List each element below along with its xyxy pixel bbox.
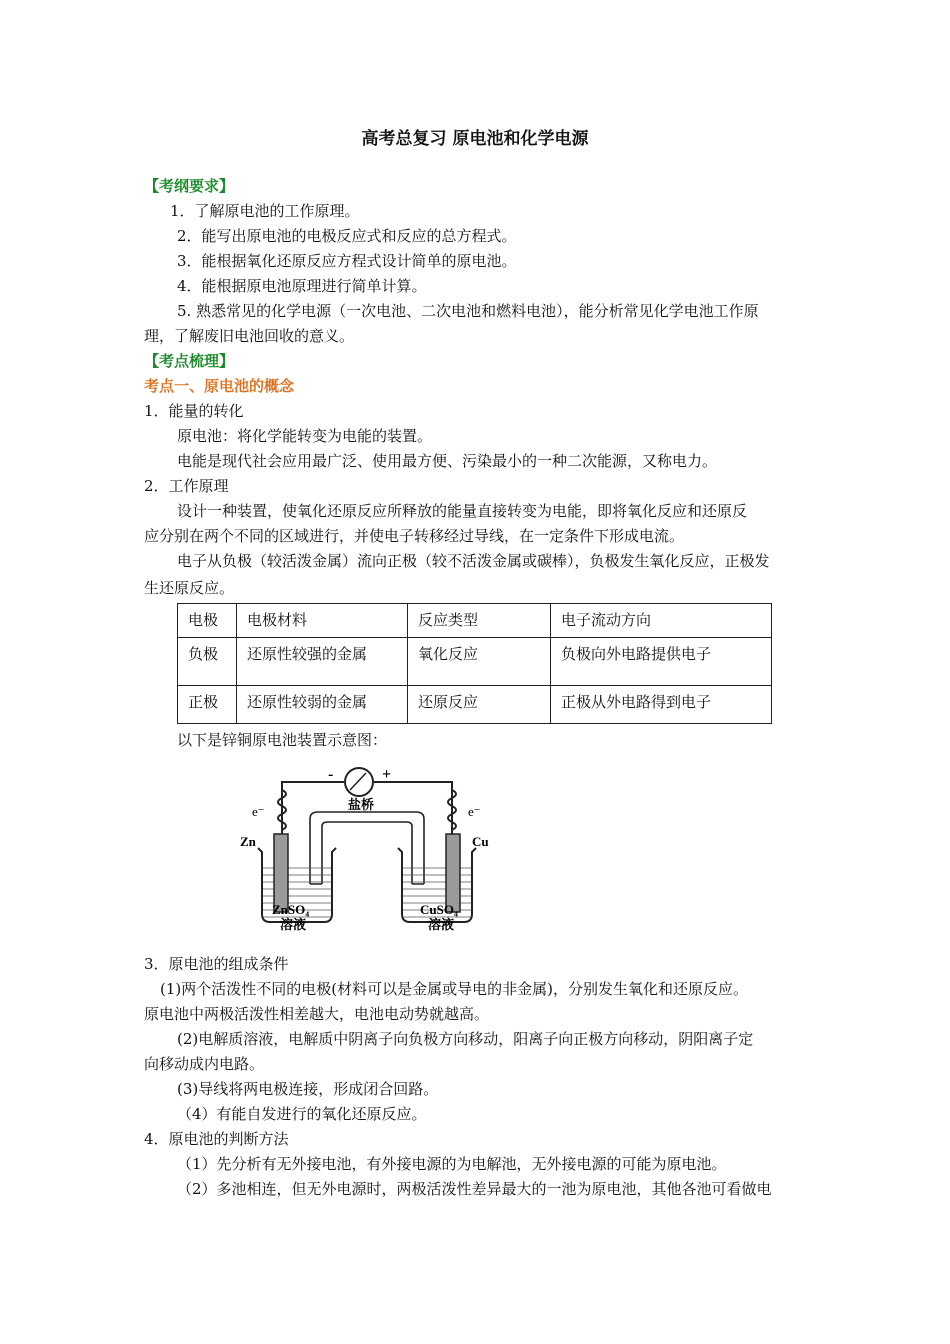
table-header-cell: 电极 [178,604,237,638]
conditions-line-2: 原电池中两极活泼性相差越大，电池电动势就越高。 [144,1005,490,1023]
energy-line-1: 原电池：将化学能转变为电能的装置。 [177,427,433,445]
principle-line-1: 设计一种装置，使氧化还原反应所释放的能量直接转变为电能，即将氧化反应和还原反 [177,502,748,520]
copper-electrode [446,834,460,912]
table-cell: 还原性较强的金属 [237,638,408,686]
table-cell: 还原性较弱的金属 [237,686,408,724]
page-title: 高考总复习 原电池和化学电源 [361,129,589,149]
right-solution-formula: CuSO₄ [420,902,458,917]
principle-heading: 2．工作原理 [144,477,229,495]
table-header-cell: 反应类型 [408,604,551,638]
table-header-cell: 电子流动方向 [551,604,772,638]
outline-item-5: 5. 熟悉常见的化学电源（一次电池、二次电池和燃料电池），能分析常见化学电池工作原 [177,302,759,320]
outline-item-1: 1．了解原电池的工作原理。 [170,202,360,220]
points-heading: 【考点梳理】 [144,352,235,370]
electrode-table [177,603,772,724]
galvanometer [345,768,373,796]
diagram-caption: 以下是锌铜原电池装置示意图： [177,731,388,749]
principle-line-2: 应分别在两个不同的区域进行，并使电子转移经过导线，在一定条件下形成电流。 [144,527,685,545]
outline-item-2: 2．能写出原电池的电极反应式和反应的总方程式。 [177,227,517,245]
salt-bridge-inner [322,822,412,884]
energy-heading: 1．能量的转化 [144,402,244,420]
zinc-copper-cell-diagram [232,764,502,932]
outline-heading: 【考纲要求】 [144,177,235,195]
wire-right [374,782,452,834]
table-cell: 还原反应 [408,686,551,724]
zn-label: Zn [240,834,256,849]
table-header-cell: 电极材料 [237,604,408,638]
table-cell: 负极向外电路提供电子 [551,638,772,686]
minus-label: - [328,766,334,783]
conditions-line-3: (2)电解质溶液，电解质中阴离子向负极方向移动，阳离子向正极方向移动，阴阳离子定 [177,1030,754,1048]
judge-heading: 4．原电池的判断方法 [144,1130,289,1148]
left-solution-label: 溶液 [280,917,307,932]
table-cell: 正极 [178,686,237,724]
conditions-line-6: （4）有能自发进行的氧化还原反应。 [177,1105,427,1123]
cu-label: Cu [472,834,489,849]
plus-label: + [382,766,392,783]
electron-left-label: e⁻ [252,804,265,819]
table-cell: 负极 [178,638,237,686]
table-cell: 氧化反应 [408,638,551,686]
table-cell: 正极从外电路得到电子 [551,686,772,724]
table-row [178,638,772,686]
outline-item-4: 4．能根据原电池原理进行简单计算。 [177,277,427,295]
left-solution-formula: ZnSO₄ [272,902,310,917]
electron-right-label: e⁻ [468,804,481,819]
conditions-line-5: (3)导线将两电极连接，形成闭合回路。 [177,1080,439,1098]
zinc-electrode [274,834,288,912]
conditions-heading: 3．原电池的组成条件 [144,955,289,973]
judge-line-2: （2）多池相连，但无外电源时，两极活泼性差异最大的一池为原电池，其他各池可看做电 [177,1180,772,1198]
judge-line-1: （1）先分析有无外接电池，有外接电源的为电解池，无外接电源的可能为原电池。 [177,1155,727,1173]
table-header-row [178,604,772,638]
bridge-label: 盐桥 [348,797,375,812]
section-1-heading: 考点一、原电池的概念 [144,377,295,395]
conditions-line-4: 向移动成内电路。 [144,1055,265,1073]
principle-line-3: 电子从负极（较活泼金属）流向正极（较不活泼金属或碳棒），负极发生氧化反应，正极发 [177,552,770,570]
wire-left [282,782,344,834]
principle-line-4: 生还原反应。 [144,579,235,597]
outline-item-5-cont: 理，了解废旧电池回收的意义。 [144,327,355,345]
right-solution-label: 溶液 [428,917,455,932]
conditions-line-1: (1)两个活泼性不同的电极(材料可以是金属或导电的非金属)，分别发生氧化和还原反应。 [160,980,748,998]
table-row [178,686,772,724]
energy-line-2: 电能是现代社会应用最广泛、使用最方便、污染最小的一种二次能源，又称电力。 [177,452,718,470]
outline-item-3: 3．能根据氧化还原反应方程式设计简单的原电池。 [177,252,517,270]
